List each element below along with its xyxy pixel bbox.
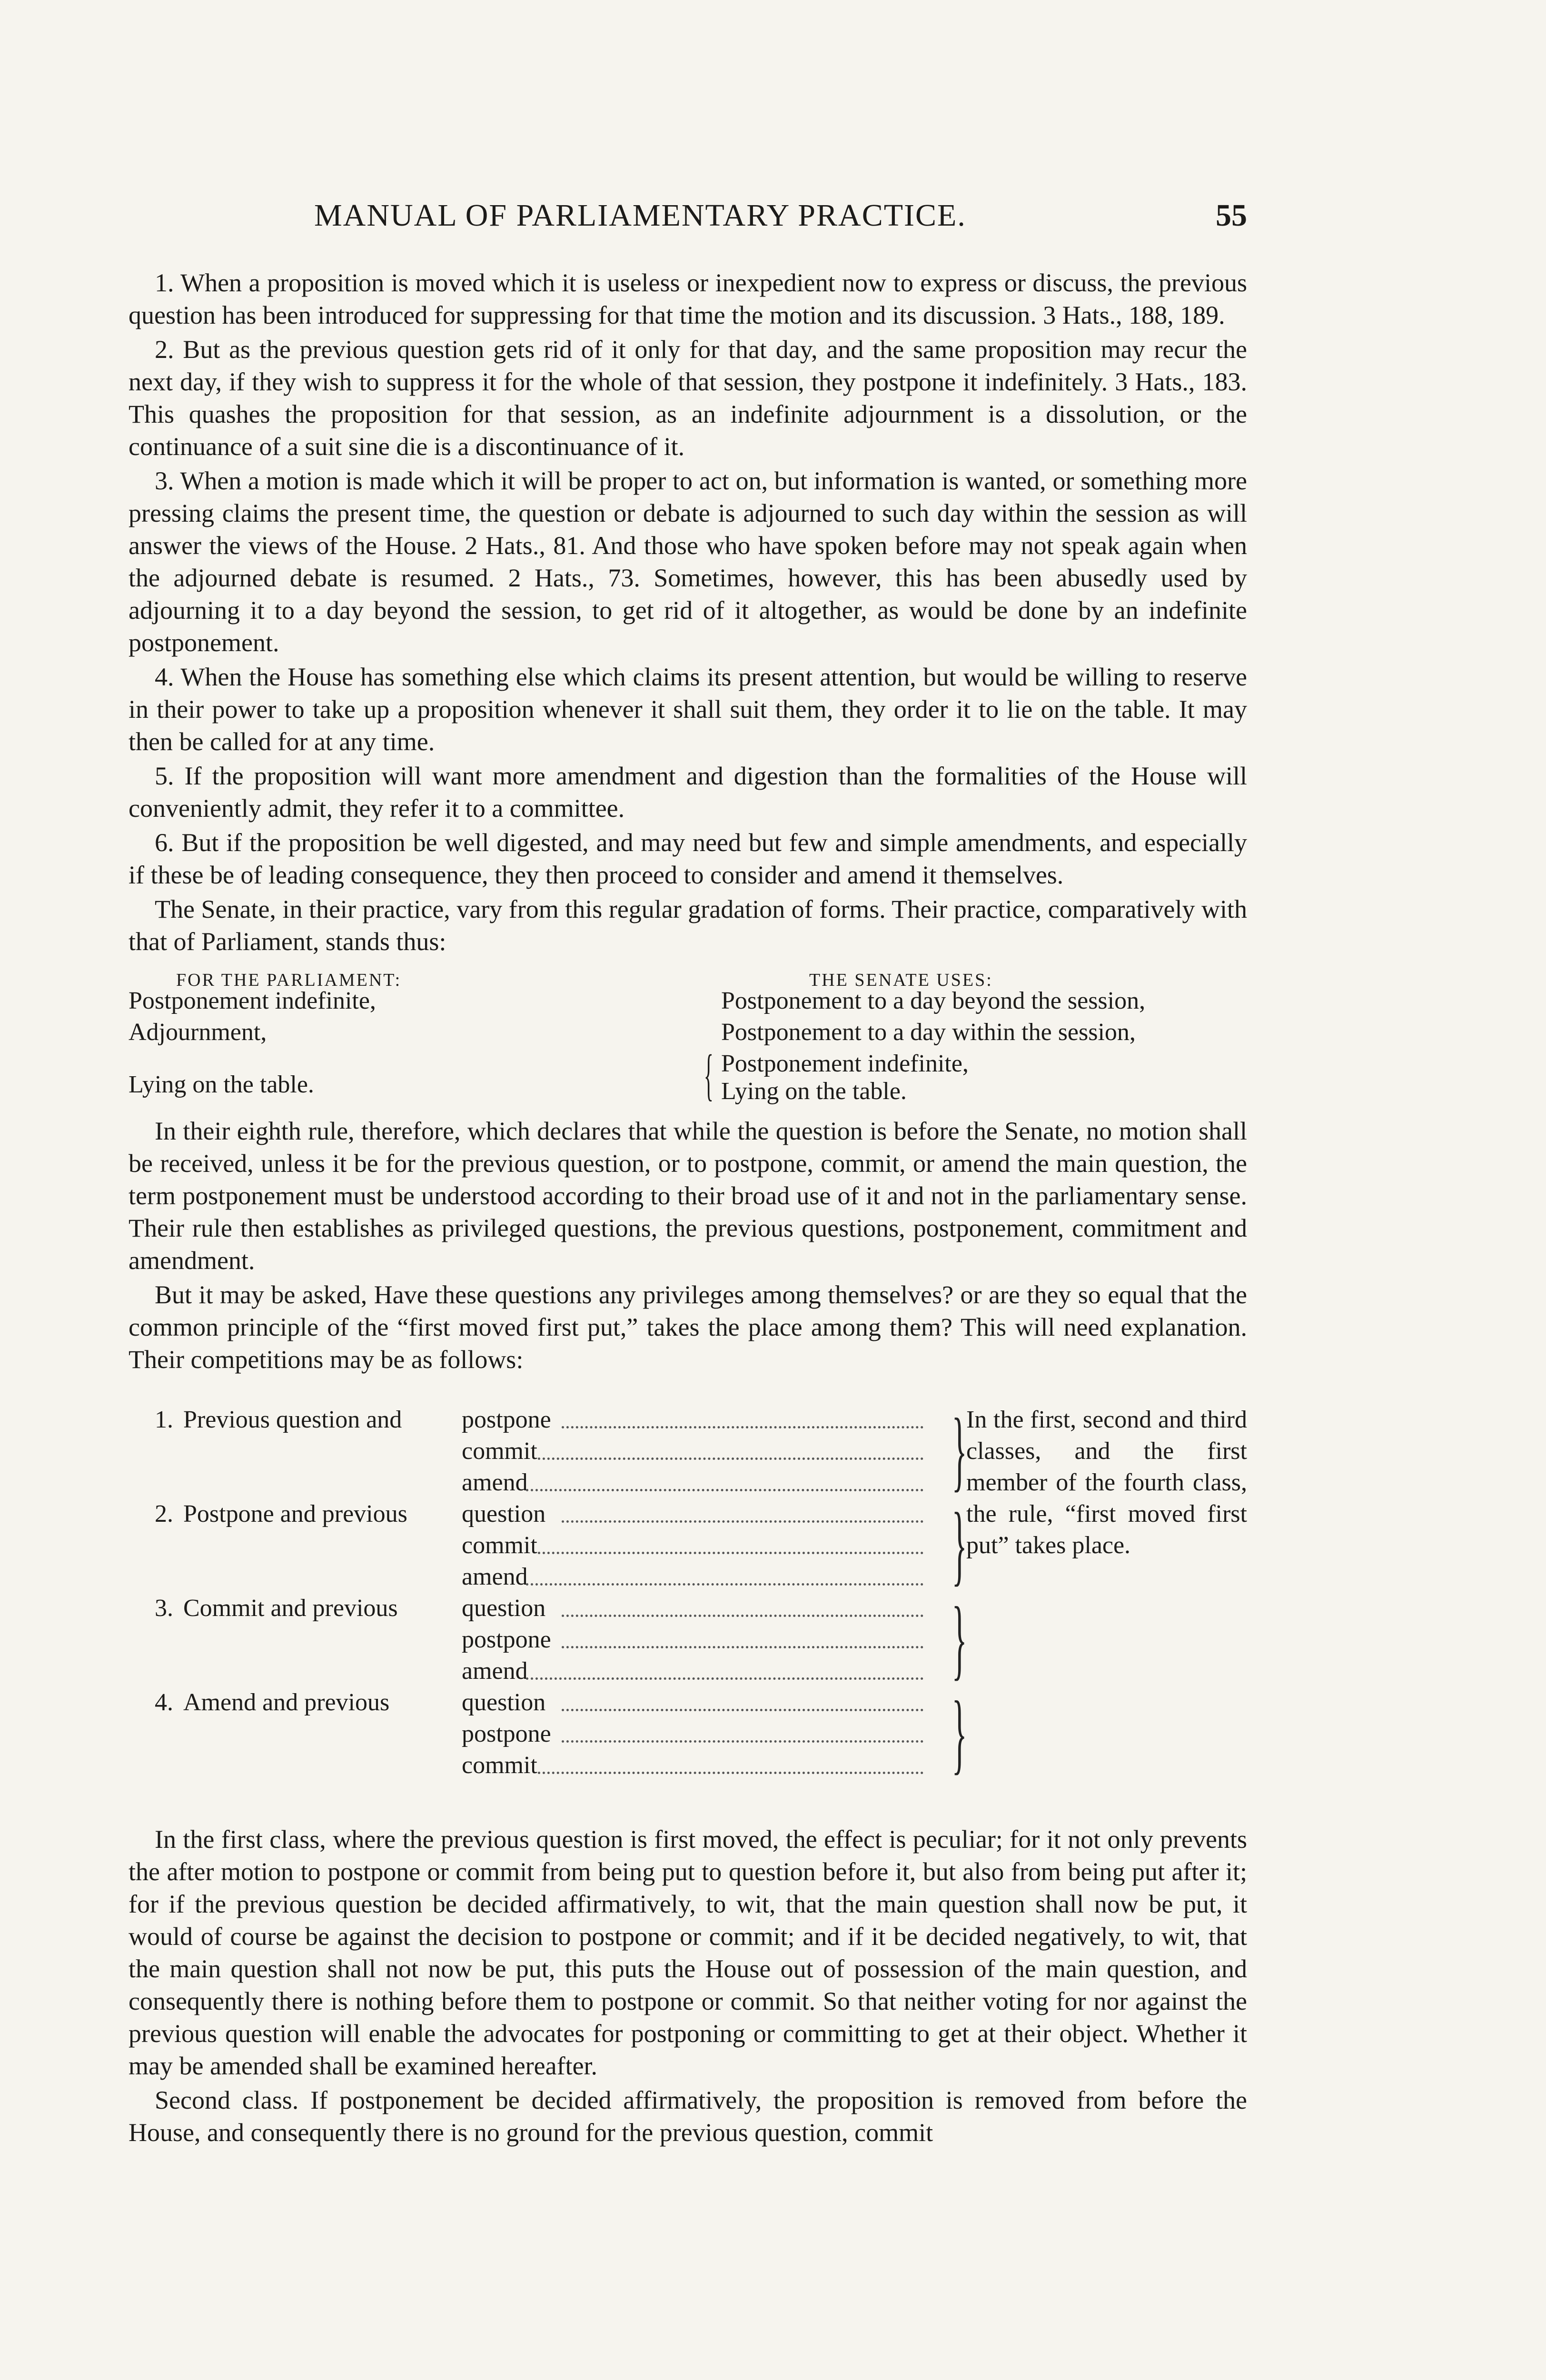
class-item: postpone (462, 1406, 551, 1433)
paragraph-second-class: Second class. If postponement be decided affirmatively, the proposition is removed from before the House, and consequently there is no ground for the previous question, commit (129, 2086, 1247, 2147)
paragraph-competitions: But it may be asked, Have these questions any privileges among themselves? or are they so equal that the common principle of the “first moved first put,” takes the place among them? This will need explanation. Their competitions may be as follows: (129, 1280, 1247, 1374)
class-item: postpone (462, 1720, 551, 1747)
dotted-leader (538, 1552, 923, 1554)
class-lead: Postpone and previous (183, 1500, 407, 1527)
brace-icon: } (951, 1589, 967, 1689)
class-item: question (462, 1595, 546, 1622)
class-item: question (462, 1500, 546, 1527)
senate-item: Lying on the table. (721, 1078, 907, 1105)
class-item: amend (462, 1469, 528, 1496)
paragraph-6: 6. But if the proposition be well digested, and may need but few and simple amendments, and especially if these be of leading consequence, they then proceed to consider and amend it themselves. (129, 828, 1247, 889)
class-item: postpone (462, 1626, 551, 1653)
senate-item: Postponement indefinite, (721, 1050, 969, 1077)
dotted-leader (526, 1677, 923, 1680)
brace-icon: { (704, 1043, 714, 1106)
class-item: commit (462, 1752, 537, 1779)
dotted-leader (538, 1772, 923, 1774)
dotted-leader (526, 1489, 923, 1491)
dotted-leader (562, 1709, 923, 1711)
parliament-item: Adjournment, (129, 1019, 267, 1046)
paragraph-4: 4. When the House has something else which claims its present attention, but would be willing to reserve in their power to take up a proposition whenever it shall suit them, they order it to lie on the table. It may then be called for at any time. (129, 663, 1247, 756)
competition-table (129, 1400, 1247, 1804)
class-item: amend (462, 1563, 528, 1590)
dotted-leader (562, 1615, 923, 1617)
class-number: 3. (155, 1595, 173, 1622)
class-item: amend (462, 1657, 528, 1685)
dotted-leader (538, 1458, 923, 1460)
class-number: 4. (155, 1689, 173, 1716)
dotted-leader (526, 1583, 923, 1586)
page-body (129, 267, 1247, 2151)
dotted-leader (562, 1426, 923, 1428)
paragraph-senate-practice: The Senate, in their practice, vary from this regular gradation of forms. Their practice, comparatively with that of Parliament, stands thus: (129, 895, 1247, 956)
dotted-leader (562, 1646, 923, 1648)
dotted-leader (562, 1740, 923, 1743)
class-lead: Previous question and (183, 1406, 402, 1433)
running-title: MANUAL OF PARLIAMENTARY PRACTICE. (314, 198, 966, 233)
class-lead: Commit and previous (183, 1595, 398, 1622)
class-item: commit (462, 1438, 537, 1465)
paragraph-eighth-rule: In their eighth rule, therefore, which declares that while the question is before the Senate, no motion shall be received, unless it be for the previous question, or to postpone, commit, or amend the main question, the term postponement must be understood according to their broad use of it and not in the parliamentary sense. Their rule then establishes as privileged questions, the previous questions, postponement, commitment and amendment. (129, 1117, 1247, 1275)
senate-item: Postponement to a day beyond the session, (721, 987, 1146, 1014)
brace-icon: } (951, 1495, 967, 1595)
page-header (129, 198, 1247, 240)
page-number: 55 (1216, 198, 1247, 233)
class-item: commit (462, 1532, 537, 1559)
parliament-item: Lying on the table. (129, 1071, 314, 1098)
paragraph-2: 2. But as the previous question gets rid of it only for that day, and the same proposition may recur the next day, if they wish to suppress it for the whole of that session, they postpone it indefinitely. 3 Hats., 183. This quashes the proposition for that session, as an indefinite adjournment is a dissolution, or the continuance of a suit sine die is a discontinuance of it. (129, 335, 1247, 461)
paragraph-3: 3. When a motion is made which it will be proper to act on, but information is wanted, or something more pressing claims the present time, the question or debate is adjourned to such day within the session as will answer the views of the House. 2 Hats., 81. And those who have spoken before may not speak again when the adjourned debate is resumed. 2 Hats., 73. Sometimes, however, this has been abusedly used by adjourning it to a day beyond the session, to get rid of it altogether, as would be done by an indefinite postponement. (129, 466, 1247, 657)
rule-note: In the first, second and third classes, and the first member of the fourth class, the rule, “first moved first put” takes place. (966, 1406, 1247, 1559)
senate-item: Postponement to a day within the session, (721, 1019, 1136, 1046)
class-number: 1. (155, 1406, 173, 1433)
brace-icon: } (951, 1683, 967, 1783)
class-lead: Amend and previous (183, 1689, 390, 1716)
paragraph-5: 5. If the proposition will want more amendment and digestion than the formalities of the House will conveniently admit, they refer it to a committee. (129, 762, 1247, 823)
brace-icon: } (951, 1400, 967, 1500)
comparison-table (129, 964, 1247, 1107)
parliament-item: Postponement indefinite, (129, 987, 376, 1014)
paragraph-1: 1. When a proposition is moved which it is useless or inexpedient now to express or discuss, the previous question has been introduced for suppressing for that time the motion and its discussion. 3 Hats., 188, 189. (129, 268, 1247, 329)
class-item: question (462, 1689, 546, 1716)
dotted-leader (562, 1520, 923, 1523)
class-number: 2. (155, 1500, 173, 1527)
senate-heading: THE SENATE USES: (809, 970, 993, 990)
parliament-heading: FOR THE PARLIAMENT: (176, 970, 402, 990)
paragraph-first-class: In the first class, where the previous question is first moved, the effect is peculiar; for it not only prevents the after motion to postpone or commit from being put to question before it, but also from being put after it; for if the previous question be decided affirmatively, to wit, that the main question shall now be put, it would of course be against the decision to postpone or commit; and if it be decided negatively, to wit, that the main question shall not now be put, this puts the House out of possession of the main question, and consequently there is nothing before them to postpone or commit. So that neither voting for nor against the previous question will enable the advocates for postponing or committing to get at their object. Whether it may be amended shall be examined hereafter. (129, 1825, 1247, 2080)
